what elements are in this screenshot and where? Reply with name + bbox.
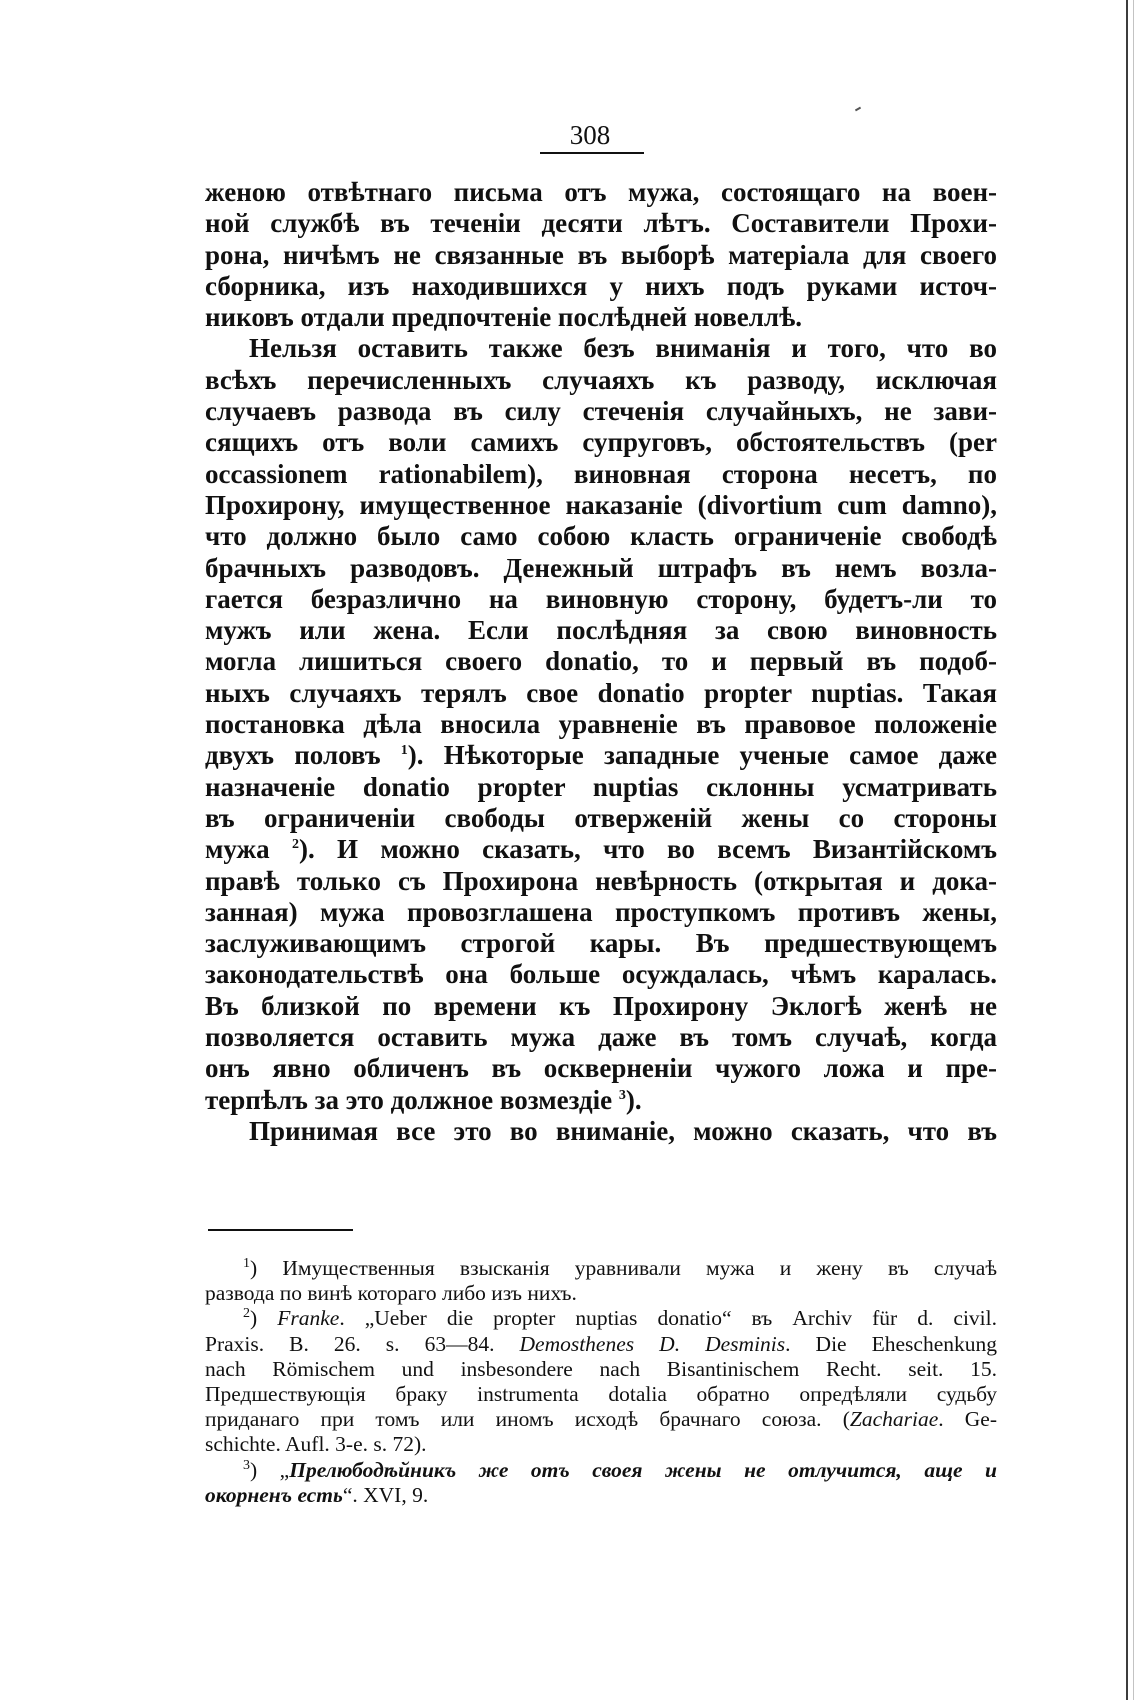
text-line: что должно было само собою класть ограниченіе свободѣ xyxy=(205,521,997,552)
text-fragment: . Ge- xyxy=(938,1407,997,1432)
text-line: законодательствѣ она больше осуждалась, чѣмъ каралась. xyxy=(205,959,997,990)
footnote-mark: 3 xyxy=(243,1457,250,1473)
text-line: ной службѣ въ теченіи десяти лѣтъ. Составители Прохи- xyxy=(205,208,997,239)
page-edge xyxy=(1126,0,1128,1700)
footnote-mark: 2 xyxy=(243,1306,250,1322)
body-text xyxy=(205,177,997,1147)
text-line: ныхъ случаяхъ терялъ свое donatio propter nuptias. Такая xyxy=(205,677,997,708)
text-line: занная) мужа провозглашена проступкомъ противъ жены, xyxy=(205,896,997,927)
text-line: всѣхъ перечисленныхъ случаяхъ къ разводу, исключая xyxy=(205,364,997,395)
page-number-rule xyxy=(540,152,644,154)
text-line: сборника, изъ находившихся у нихъ подъ руками источ- xyxy=(205,270,997,301)
text-line: рона, ничѣмъ не связанные въ выборѣ матеріала для своего xyxy=(205,239,997,270)
text-line: случаевъ развода въ силу стеченія случайныхъ, не зави- xyxy=(205,396,997,427)
text-fragment: двухъ половъ xyxy=(205,740,381,771)
author-name: Franke xyxy=(277,1306,340,1331)
text-line xyxy=(205,834,997,865)
text-line: женою отвѣтнаго письма отъ мужа, состоящаго на воен- xyxy=(205,177,997,207)
page-edge-shadow xyxy=(1133,0,1134,1700)
footnote-rule xyxy=(208,1229,353,1231)
footnotes xyxy=(205,1256,997,1508)
text-line: schichte. Aufl. 3-e. s. 72). xyxy=(205,1432,427,1457)
text-line: nach Römischem und insbesondere nach Bisantinischem Recht. seit. 15. xyxy=(205,1356,997,1381)
text-line: онъ явно обличенъ въ оскверненіи чужого ложа и пре- xyxy=(205,1053,997,1084)
author-name: Demosthenes D. Desminis xyxy=(519,1331,786,1356)
text-fragment: . „Ueber die propter nuptias donatio“ въ Archiv für d. civil. xyxy=(339,1306,997,1331)
text-line: Въ близкой по времени къ Прохирону Эклогѣ женѣ не xyxy=(205,990,997,1021)
text-line: могла лишиться своего donatio, то и первый въ подоб- xyxy=(205,646,997,677)
text-line: Принимая все это во вниманіе, можно сказать, что въ xyxy=(249,1115,997,1146)
footnote-1 xyxy=(205,1256,997,1281)
text-line: никовъ отдали предпочтеніе послѣдней новеллѣ. xyxy=(205,302,803,333)
text-line: гается безразлично на виновную сторону, будетъ-ли то xyxy=(205,583,997,614)
text-line: постановка дѣла вносила уравненіе въ правовое положеніе xyxy=(205,709,997,740)
author-name: Zachariae xyxy=(849,1407,939,1432)
text-line xyxy=(205,1085,997,1116)
text-line: мужъ или жена. Если послѣдняя за свою виновность xyxy=(205,615,997,646)
text-line: сящихъ отъ воли самихъ супруговъ, обстоятельствъ (per xyxy=(205,427,997,458)
text-line xyxy=(205,1483,997,1508)
text-line: позволяется оставить мужа даже въ томъ случаѣ, когда xyxy=(205,1022,997,1053)
scan-speck xyxy=(855,107,861,112)
footnote-3 xyxy=(205,1458,997,1483)
text-fragment: приданаго при томъ или иномъ исходѣ брачнаго союза. ( xyxy=(205,1407,850,1432)
quotation: Прелюбодѣйникъ же отъ своея жены не отлучится, аще и xyxy=(289,1457,998,1482)
text-fragment: ). Нѣкоторые западные ученые самое даже xyxy=(407,740,998,771)
page-number: 308 xyxy=(569,120,611,150)
footnote-ref[interactable]: 3 xyxy=(618,1087,626,1103)
footnote-ref[interactable]: 2 xyxy=(291,837,299,853)
text-line: Прохирону, имущественное наказаніе (divortium cum damno), xyxy=(205,489,997,520)
text-fragment: ). И можно сказать, что во всемъ Византійскомъ xyxy=(298,834,998,865)
text-line: заслуживающимъ строгой кары. Въ предшествующемъ xyxy=(205,928,997,959)
text-line: назначеніе donatio propter nuptias склонны усматривать xyxy=(205,771,997,802)
text-fragment: мужа xyxy=(205,834,270,865)
text-fragment: Praxis. B. 26. s. 63—84. xyxy=(205,1331,520,1356)
text-line: Предшествующія браку instrumenta dotalia обратно опредѣляли судьбу xyxy=(205,1382,997,1407)
footnote-mark: 1 xyxy=(243,1255,250,1271)
footnote-ref[interactable]: 1 xyxy=(400,743,408,759)
text-line xyxy=(205,1332,997,1357)
text-line: брачныхъ разводовъ. Денежный штрафъ въ немъ возла- xyxy=(205,552,997,583)
text-line: occassionem rationabilem), виновная сторона несетъ, по xyxy=(205,458,997,489)
text-fragment: . Die Eheschenkung xyxy=(785,1331,997,1356)
text-line: въ ограниченіи свободы отверженій жены со стороны xyxy=(205,802,997,833)
text-line xyxy=(205,740,997,771)
text-fragment: терпѣлъ за это должное возмездіе xyxy=(205,1084,613,1115)
text-fragment: ) Имущественныя взысканія уравнивали мужа и жену въ случаѣ xyxy=(250,1256,997,1280)
text-line xyxy=(205,1407,997,1432)
text-line: Нельзя оставить также безъ вниманія и того, что во xyxy=(249,333,997,364)
text-fragment: ). xyxy=(625,1084,642,1115)
text-line: правѣ только съ Прохирона невѣрность (открытая и дока- xyxy=(205,865,997,896)
quotation: окорненъ есть xyxy=(205,1482,343,1507)
footnote-2: $^2$) Franke. „Ueber die propter nuptias donatio“ въ Archiv für d. civil. xyxy=(243,1306,997,1331)
text-line: развода по винѣ котораго либо изъ нихъ. xyxy=(205,1281,577,1306)
text-fragment: ) „ xyxy=(250,1457,290,1482)
text-fragment: “. XVI, 9. xyxy=(342,1482,429,1507)
